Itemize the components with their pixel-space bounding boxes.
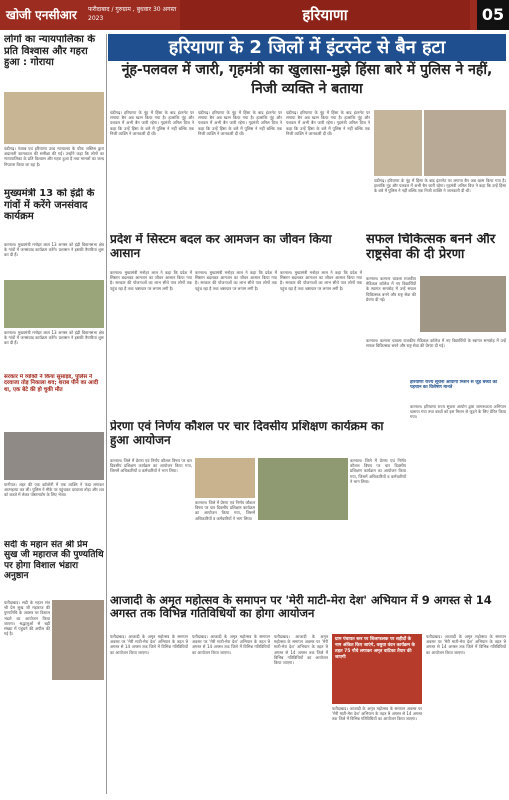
main-headline-block	[108, 34, 506, 98]
bottom-story-body-col-4: फरीदाबाद। आजादी के अमृत महोत्सव के समापन अवसर पर 'मेरी माटी-मेरा देश' अभियान के तहत 9 अगस्त से 14 अगस्त तक जिले में विभिन्न गतिविधियों का आयोजन किया जाएगा।	[332, 706, 422, 722]
left-story-3-headline: सरकार में व्यक्ति ने किया सुसाइड, पुलिस ने दरवाजा तोड़ निकाला शव; शराब पीने का आदी था, एक बेटे की हो चुकी मौत	[4, 374, 99, 393]
left-story-1-photo	[4, 92, 104, 144]
left-story-2-headline: मुख्यमंत्री 13 को इंद्री के गांवों में करेंगे जनसंवाद कार्यक्रम	[4, 188, 95, 222]
right-story-1-photo	[420, 276, 506, 332]
right-story-1-cont: करनाल। कल्पना चावला राजकीय मेडिकल कॉलेज में नए विद्यार्थियों के स्वागत समारोह में उन्हें सफल चिकित्सक बनने और राष्ट्र सेवा की प्रेरणा दी गई।	[366, 338, 506, 349]
left-story-1-headline: लोगों का न्यायपालिका के प्रति विश्वास और गहरा हुआ : गोराया	[4, 34, 96, 68]
mid-story-body-col-1: करनाल। मुख्यमंत्री मनोहर लाल ने कहा कि प्रदेश में सिस्टम बदलकर आमजन का जीवन आसान किया गया है। सरकार की योजनाओं का लाभ सीधे पात्र लोगों तक पहुंच रहा है तथा भ्रष्टाचार पर लगाम लगी है।	[110, 270, 192, 291]
newspaper-brand: खोजी एनसीआर	[6, 8, 77, 22]
mid-story-body-col-2: करनाल। मुख्यमंत्री मनोहर लाल ने कहा कि प्रदेश में सिस्टम बदलकर आमजन का जीवन आसान किया गया है। सरकार की योजनाओं का लाभ सीधे पात्र लोगों तक पहुंच रहा है तथा भ्रष्टाचार पर लगाम लगी है।	[195, 270, 277, 291]
section-title: हरियाणा	[180, 0, 470, 30]
main-story-photo	[374, 110, 422, 176]
page-number: 05	[477, 0, 509, 30]
main-story-body-col-4: चंडीगढ़। हरियाणा के नूंह में हिंसा के बाद इंटरनेट पर लगाया बैन अब खत्म किया गया है। हालांकि नूंह और पलवल में अभी बैन जारी रहेगा। गृहमंत्री अनिल विज ने कहा कि उन्हें हिंसा के बारे में पुलिस ने नहीं बल्कि एक निजी व्यक्ति ने जानकारी दी थी।	[374, 178, 506, 194]
right-story-2-body: करनाल। हरियाणा राज्य सूचना आयोग द्वारा जागरूकता अभियान चलाया गया तथा बच्चों को इस मिशन से जुड़ने के लिए प्रेरित किया गया।	[410, 404, 506, 420]
center-story-1-body-col-3: करनाल। जिले में प्रेरणा एवं निर्णय कौशल विषय पर चार दिवसीय प्रशिक्षण कार्यक्रम का आयोजन किया गया, जिसमें अधिकारियों व कर्मचारियों ने भाग लिया।	[350, 458, 406, 484]
right-story-1-headline: सफल चिकित्सक बनने और राष्ट्रसेवा की दी प्रेरणा	[366, 233, 496, 262]
right-story-1-body: करनाल। कल्पना चावला राजकीय मेडिकल कॉलेज में नए विद्यार्थियों के स्वागत समारोह में उन्हें सफल चिकित्सक बनने और राष्ट्र सेवा की प्रेरणा दी गई।	[366, 276, 416, 302]
mid-story-headline: प्रदेश में सिस्टम बदल कर आमजन का जीवन किया आसान	[110, 233, 332, 260]
center-story-1-headline: प्रेरणा एवं निर्णय कौशल पर चार दिवसीय प्रशिक्षण कार्यक्रम का हुआ आयोजन	[110, 420, 384, 447]
bottom-story-body-col-1: फरीदाबाद। आजादी के अमृत महोत्सव के समापन अवसर पर 'मेरी माटी-मेरा देश' अभियान के तहत 9 अगस्त से 14 अगस्त तक जिले में विभिन्न गतिविधियों का आयोजन किया जाएगा।	[110, 634, 188, 655]
left-story-1-body: चंडीगढ़। पंजाब एवं हरियाणा उच्च न्यायालय के चीफ जस्टिस द्वारा अदालती कामकाज की समीक्षा की गई। उन्होंने कहा कि लोगों का न्यायपालिका के प्रति विश्वास और गहरा हुआ है तथा मामलों का जल्द निपटारा किया जा रहा है।	[4, 146, 104, 167]
left-story-3-photo	[4, 432, 104, 480]
main-story-body-col-2: चंडीगढ़। हरियाणा के नूंह में हिंसा के बाद इंटरनेट पर लगाया बैन अब खत्म किया गया है। हालांकि नूंह और पलवल में अभी बैन जारी रहेगा। गृहमंत्री अनिल विज ने कहा कि उन्हें हिंसा के बारे में पुलिस ने नहीं बल्कि एक निजी व्यक्ति ने जानकारी दी थी।	[198, 110, 282, 136]
center-story-1-body-col-2: करनाल। जिले में प्रेरणा एवं निर्णय कौशल विषय पर चार दिवसीय प्रशिक्षण कार्यक्रम का आयोजन किया गया, जिसमें अधिकारियों व कर्मचारियों ने भाग लिया।	[195, 500, 255, 521]
center-story-1-photo	[195, 458, 255, 498]
main-story-body-col-3: चंडीगढ़। हरियाणा के नूंह में हिंसा के बाद इंटरनेट पर लगाया बैन अब खत्म किया गया है। हालांकि नूंह और पलवल में अभी बैन जारी रहेगा। गृहमंत्री अनिल विज ने कहा कि उन्हें हिंसा के बारे में पुलिस ने नहीं बल्कि एक निजी व्यक्ति ने जानकारी दी थी।	[286, 110, 370, 136]
left-story-3-body: पानीपत। शहर की एक कॉलोनी में एक व्यक्ति ने फंदा लगाकर आत्महत्या कर ली। पुलिस ने मौके पर पहुंचकर दरवाजा तोड़ा और शव को कब्जे में लेकर पोस्टमार्टम के लिए भेजा।	[4, 482, 104, 498]
left-story-4-photo	[52, 600, 104, 680]
bottom-story-headline: आजादी के अमृत महोत्सव के समापन पर 'मेरी माटी-मेरा देश' अभियान में 9 अगस्त से 14 अगस्त तक विभिन्न गतिविधियों का होगा आयोजन	[110, 594, 492, 621]
bottom-story-body-col-5: फरीदाबाद। आजादी के अमृत महोत्सव के समापन अवसर पर 'मेरी माटी-मेरा देश' अभियान के तहत 9 अगस्त से 14 अगस्त तक जिले में विभिन्न गतिविधियों का आयोजन किया जाएगा।	[426, 634, 506, 655]
bottom-story-body-col-3: फरीदाबाद। आजादी के अमृत महोत्सव के समापन अवसर पर 'मेरी माटी-मेरा देश' अभियान के तहत 9 अगस्त से 14 अगस्त तक जिले में विभिन्न गतिविधियों का आयोजन किया जाएगा।	[274, 634, 328, 666]
bottom-story-highlight-box: ग्राम पंचायत स्तर पर शिलाफलक पर शहीदों के नाम अंकित किए जाएंगे, वसुधा वंदन कार्यक्रम के तहत 75 पौधे लगाकर अमृत वाटिका तैयार की जाएगी	[332, 634, 422, 704]
center-story-1-body-col-1: करनाल। जिले में प्रेरणा एवं निर्णय कौशल विषय पर चार दिवसीय प्रशिक्षण कार्यक्रम का आयोजन किया गया, जिसमें अधिकारियों व कर्मचारियों ने भाग लिया।	[110, 458, 192, 474]
main-story-body-col-1: चंडीगढ़। हरियाणा के नूंह में हिंसा के बाद इंटरनेट पर लगाया बैन अब खत्म किया गया है। हालांकि नूंह और पलवल में अभी बैन जारी रहेगा। गृहमंत्री अनिल विज ने कहा कि उन्हें हिंसा के बारे में पुलिस ने नहीं बल्कि एक निजी व्यक्ति ने जानकारी दी थी।	[110, 110, 194, 136]
right-story-2-headline: हरियाणा राज्य सूचना आयोगों मिशन से जुड़ें बच्चों को पहचान का विशेषण मानते	[410, 380, 498, 391]
main-headline-line-1: हरियाणा के 2 जिलों में इंटरनेट से बैन हटा	[108, 34, 506, 61]
left-story-2-photo	[4, 280, 104, 328]
bottom-story-body-col-2: फरीदाबाद। आजादी के अमृत महोत्सव के समापन अवसर पर 'मेरी माटी-मेरा देश' अभियान के तहत 9 अगस्त से 14 अगस्त तक जिले में विभिन्न गतिविधियों का आयोजन किया जाएगा।	[192, 634, 270, 655]
left-story-4-body: फरीदाबाद। सदी के महान संत श्री प्रेम सुख जी महाराज की पुण्यतिथि के अवसर पर विशाल भंडारे का आयोजन किया जाएगा। श्रद्धालुओं से बड़ी संख्या में पहुंचने की अपील की गई है।	[4, 600, 50, 637]
left-story-2-body: करनाल। मुख्यमंत्री मनोहर लाल 13 अगस्त को इंद्री विधानसभा क्षेत्र के गांवों में जनसंवाद कार्यक्रम करेंगे। प्रशासन ने इसकी तैयारियां शुरू कर दी हैं।	[4, 242, 104, 258]
main-story-photo-2	[424, 110, 506, 176]
main-headline-line-2: नूंह-पलवल में जारी, गृहमंत्री का खुलासा-मुझे हिंसा बारे में पुलिस ने नहीं, निजी व्यक्ति ने बताया	[121, 62, 493, 97]
center-story-1-photo-2	[258, 458, 348, 520]
column-rule	[106, 34, 107, 794]
mid-story-body-col-3: करनाल। मुख्यमंत्री मनोहर लाल ने कहा कि प्रदेश में सिस्टम बदलकर आमजन का जीवन आसान किया गया है। सरकार की योजनाओं का लाभ सीधे पात्र लोगों तक पहुंच रहा है तथा भ्रष्टाचार पर लगाम लगी है।	[280, 270, 362, 291]
dateline: फरीदाबाद / गुरुग्राम , बुधवार 30 अगस्त 2023	[88, 6, 177, 22]
left-story-2-cont: करनाल। मुख्यमंत्री मनोहर लाल 13 अगस्त को इंद्री विधानसभा क्षेत्र के गांवों में जनसंवाद कार्यक्रम करेंगे। प्रशासन ने इसकी तैयारियां शुरू कर दी हैं।	[4, 330, 104, 346]
left-story-4-headline: सदी के महान संत श्री प्रेम सुख जी महाराज की पुण्यतिथि पर होगा विशाल भंडारा अनुष्ठान	[4, 540, 104, 582]
